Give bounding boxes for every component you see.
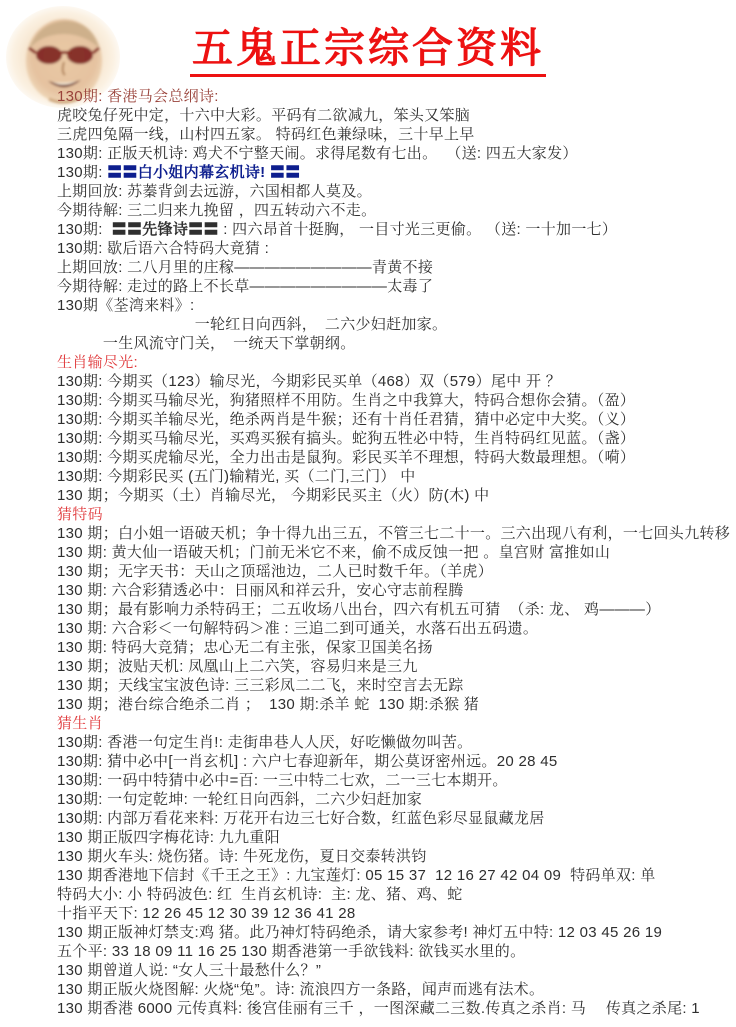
text-segment: 130期: 内部万看花来料: 万花开右边三七好合数，红蓝色彩尽显鼠藏龙居 bbox=[57, 810, 545, 828]
text-line bbox=[57, 543, 730, 562]
text-segment: 130 期火车头: 烧伤猪。诗: 牛死龙伤，夏日交泰转洪钧 bbox=[57, 848, 427, 866]
text-line bbox=[57, 486, 730, 505]
text-line bbox=[57, 220, 730, 239]
text-segment: 130期: 今期彩民买 (五门)输精光, 买（二门,三门） 中 bbox=[57, 468, 416, 486]
text-line bbox=[57, 163, 730, 182]
text-line bbox=[57, 391, 730, 410]
text-segment: 130 期；港台综合绝杀二肖 ； 130 期:杀羊 蛇 130 期:杀猴 猪 bbox=[57, 696, 480, 714]
text-line bbox=[57, 752, 730, 771]
text-segment: 130期: 今期买（123）输尽光，今期彩民买单（468）双（579）尾中 开 ？ bbox=[57, 373, 562, 391]
text-segment: 一轮红日向西斜， 二六少妇赶加家。 bbox=[57, 316, 448, 334]
text-line bbox=[57, 581, 730, 600]
text-segment: 130 期曾道人说: “女人三十最愁什么？” bbox=[57, 962, 322, 980]
text-line bbox=[57, 410, 730, 429]
text-line bbox=[57, 695, 730, 714]
text-line bbox=[57, 296, 730, 315]
text-segment: 130 期；最有影响力杀特码王；二五收场八出台，四六有机五可猜 （杀: 龙、 鸡———） bbox=[57, 601, 661, 619]
text-line bbox=[57, 904, 730, 923]
text-line bbox=[57, 258, 730, 277]
text-segment: 130 期: 六合彩＜一句解特码＞准 : 三追二到可通关，水落石出五码遗。 bbox=[57, 620, 539, 638]
text-line bbox=[57, 125, 730, 144]
text-line bbox=[57, 828, 730, 847]
text-line bbox=[57, 923, 730, 942]
text-segment: 130期: 歇后语六合特码大竟猜 : bbox=[57, 240, 270, 258]
text-line bbox=[57, 790, 730, 809]
text-segment: 130期: 香港马会总纲诗: bbox=[57, 88, 219, 106]
text-segment: 今期待解: 走过的路上不长草—————————太毒了 bbox=[57, 278, 434, 296]
text-line bbox=[57, 619, 730, 638]
text-segment: 130期: 香港一句定生肖!: 走街串巷人人厌，好吃懒做勿叫苦。 bbox=[57, 734, 473, 752]
text-line bbox=[57, 467, 730, 486]
text-segment: 猜特码 bbox=[57, 506, 103, 524]
text-line bbox=[57, 334, 730, 353]
text-segment: 生肖输尽光: bbox=[57, 354, 138, 372]
text-segment: 130 期香港 6000 元传真料: 後宫佳丽有三千 ，一图深藏二三数.传真之杀肖: 马 传真之杀尾: 1 bbox=[57, 1000, 700, 1018]
text-line bbox=[57, 277, 730, 296]
text-line bbox=[57, 600, 730, 619]
text-segment: 130 期正版神灯禁支:鸡 猪。此乃神灯特码绝杀，请大家参考! 神灯五中特: 12 03 45 26 19 bbox=[57, 924, 663, 942]
text-line bbox=[57, 562, 730, 581]
text-line bbox=[57, 239, 730, 258]
text-lines bbox=[57, 87, 730, 1018]
text-line bbox=[57, 847, 730, 866]
text-line bbox=[57, 106, 730, 125]
text-line bbox=[57, 524, 730, 543]
text-segment: 〓〓白小姐内幕玄机诗! 〓〓 bbox=[107, 164, 301, 182]
text-line bbox=[57, 809, 730, 828]
text-segment: 130期: bbox=[57, 221, 112, 239]
text-line bbox=[57, 429, 730, 448]
text-line bbox=[57, 201, 730, 220]
text-line bbox=[57, 505, 730, 524]
page-title: 五鬼正宗综合资料 bbox=[190, 24, 546, 77]
text-segment: 130 期；今期买（土）肖输尽光， 今期彩民买主（火）防(木) 中 bbox=[57, 487, 490, 505]
text-segment: 130 期；无字天书：天山之顶瑶池边，二人已时数千年。（羊虎） bbox=[57, 563, 493, 581]
text-line bbox=[57, 866, 730, 885]
text-line bbox=[57, 942, 730, 961]
text-line bbox=[57, 676, 730, 695]
text-segment: 130 期: 六合彩猜透必中：日丽风和祥云升，安心守志前程腾 bbox=[57, 582, 464, 600]
text-segment: 虎咬兔仔死中定，十六中大彩。平码有二欲减九，笨头又笨脑 bbox=[57, 107, 471, 125]
text-segment: 一生风流守门关， 一统天下掌朝纲。 bbox=[57, 335, 356, 353]
text-segment: 130 期: 黄大仙一语破天机；门前无米它不来，偷不成反蚀一把 。皇宫财 富推如山 bbox=[57, 544, 611, 562]
text-line bbox=[57, 714, 730, 733]
text-segment: 〓〓先锋诗〓〓 bbox=[111, 221, 219, 239]
text-line bbox=[57, 885, 730, 904]
text-segment: 上期回放: 二八月里的庄稼—————————青黄不接 bbox=[57, 259, 434, 277]
text-segment: 130期: 今期买马输尽光，买鸡买猴有搞头。蛇狗五牲必中特，生肖特码红见蓝。（盏） bbox=[57, 430, 636, 448]
text-line bbox=[57, 771, 730, 790]
text-line bbox=[57, 87, 730, 106]
text-segment: 上期回放: 苏蓁背剑去远游，六国相都人莫及。 bbox=[57, 183, 372, 201]
text-segment: 三虎四兔隔一线，山村四五家。 特码红色兼绿味，三十早上早 bbox=[57, 126, 475, 144]
text-line bbox=[57, 980, 730, 999]
text-segment: 130期《荃湾来料》: bbox=[57, 297, 195, 315]
header bbox=[0, 0, 736, 77]
text-segment: 130 期: 特码大竞猜；忠心无二有主张，保家卫国美名扬 bbox=[57, 639, 433, 657]
text-line bbox=[57, 182, 730, 201]
text-segment: 130期: 今期买马输尽光，狗猪照样不用防。生肖之中我算大，特码合想你会猜。（盈） bbox=[57, 392, 636, 410]
text-segment: 130期: 今期买羊输尽光，绝杀两肖是牛猴；还有十肖任君猜，猜中必定中大奖。（义） bbox=[57, 411, 636, 429]
text-line bbox=[57, 657, 730, 676]
text-segment: 130 期；天线宝宝波色诗: 三三彩凤二二飞，来时空言去无踪 bbox=[57, 677, 464, 695]
text-segment: 五个平: 33 18 09 11 16 25 130 期香港第一手欲钱料: 欲钱买水里的。 bbox=[57, 943, 526, 961]
text-line bbox=[57, 372, 730, 391]
text-segment: 130期: 正版天机诗: 鸡犬不宁整天闹。求得尾数有七出。 （送: 四五大家发） bbox=[57, 145, 578, 163]
text-segment: 130 期香港地下信封《千王之王》: 九宝莲灯: 05 15 37 12 16 27 42 04 09 特码单双: 单 bbox=[57, 867, 656, 885]
text-segment: : 四六昂首十挺胸， 一目寸光三更偷。 （送: 一十加一七） bbox=[218, 221, 618, 239]
text-segment: 130 期正版四字梅花诗: 九九重阳 bbox=[57, 829, 280, 847]
text-line bbox=[57, 448, 730, 467]
text-segment: 130期: 一码中特猜中必中=百: 一三中特二七欢，二一三七本期开。 bbox=[57, 772, 508, 790]
text-line bbox=[57, 961, 730, 980]
text-segment: 特码大小: 小 特码波色: 红 生肖玄机诗: 主: 龙、猪、鸡、蛇 bbox=[57, 886, 463, 904]
text-segment: 猜生肖 bbox=[57, 715, 103, 733]
text-segment: 130期: bbox=[57, 164, 108, 182]
text-segment: 130 期；波贴天机: 凤凰山上二六笑，容易归来是三九 bbox=[57, 658, 418, 676]
text-segment: 130 期正版火烧图解: 火烧“兔”。诗: 流浪四方一条路，闻声而逃有法术。 bbox=[57, 981, 545, 999]
text-line bbox=[57, 733, 730, 752]
text-segment: 130期: 一句定乾坤: 一轮红日向西斜，二六少妇赶加家 bbox=[57, 791, 423, 809]
text-line bbox=[57, 315, 730, 334]
text-segment: 130 期；白小姐一语破天机；争十得九出三五，不管三七二十一。三六出现八有利，一七回头九转移 bbox=[57, 525, 730, 543]
text-segment: 130期: 猜中必中[一肖玄机] : 六户七春迎新年，期公莫讶密州远。20 28 45 bbox=[57, 753, 558, 771]
text-line bbox=[57, 999, 730, 1018]
text-segment: 今期待解: 三二归来九挽留 ，四五转动六不走。 bbox=[57, 202, 377, 220]
text-line bbox=[57, 144, 730, 163]
text-segment: 十指平天下: 12 26 45 12 30 39 12 36 41 28 bbox=[57, 905, 356, 923]
text-segment: 130期: 今期买虎输尽光，全力出击是鼠狗。彩民买羊不理想，特码大数最理想。（嗬） bbox=[57, 449, 636, 467]
text-line bbox=[57, 353, 730, 372]
text-line bbox=[57, 638, 730, 657]
